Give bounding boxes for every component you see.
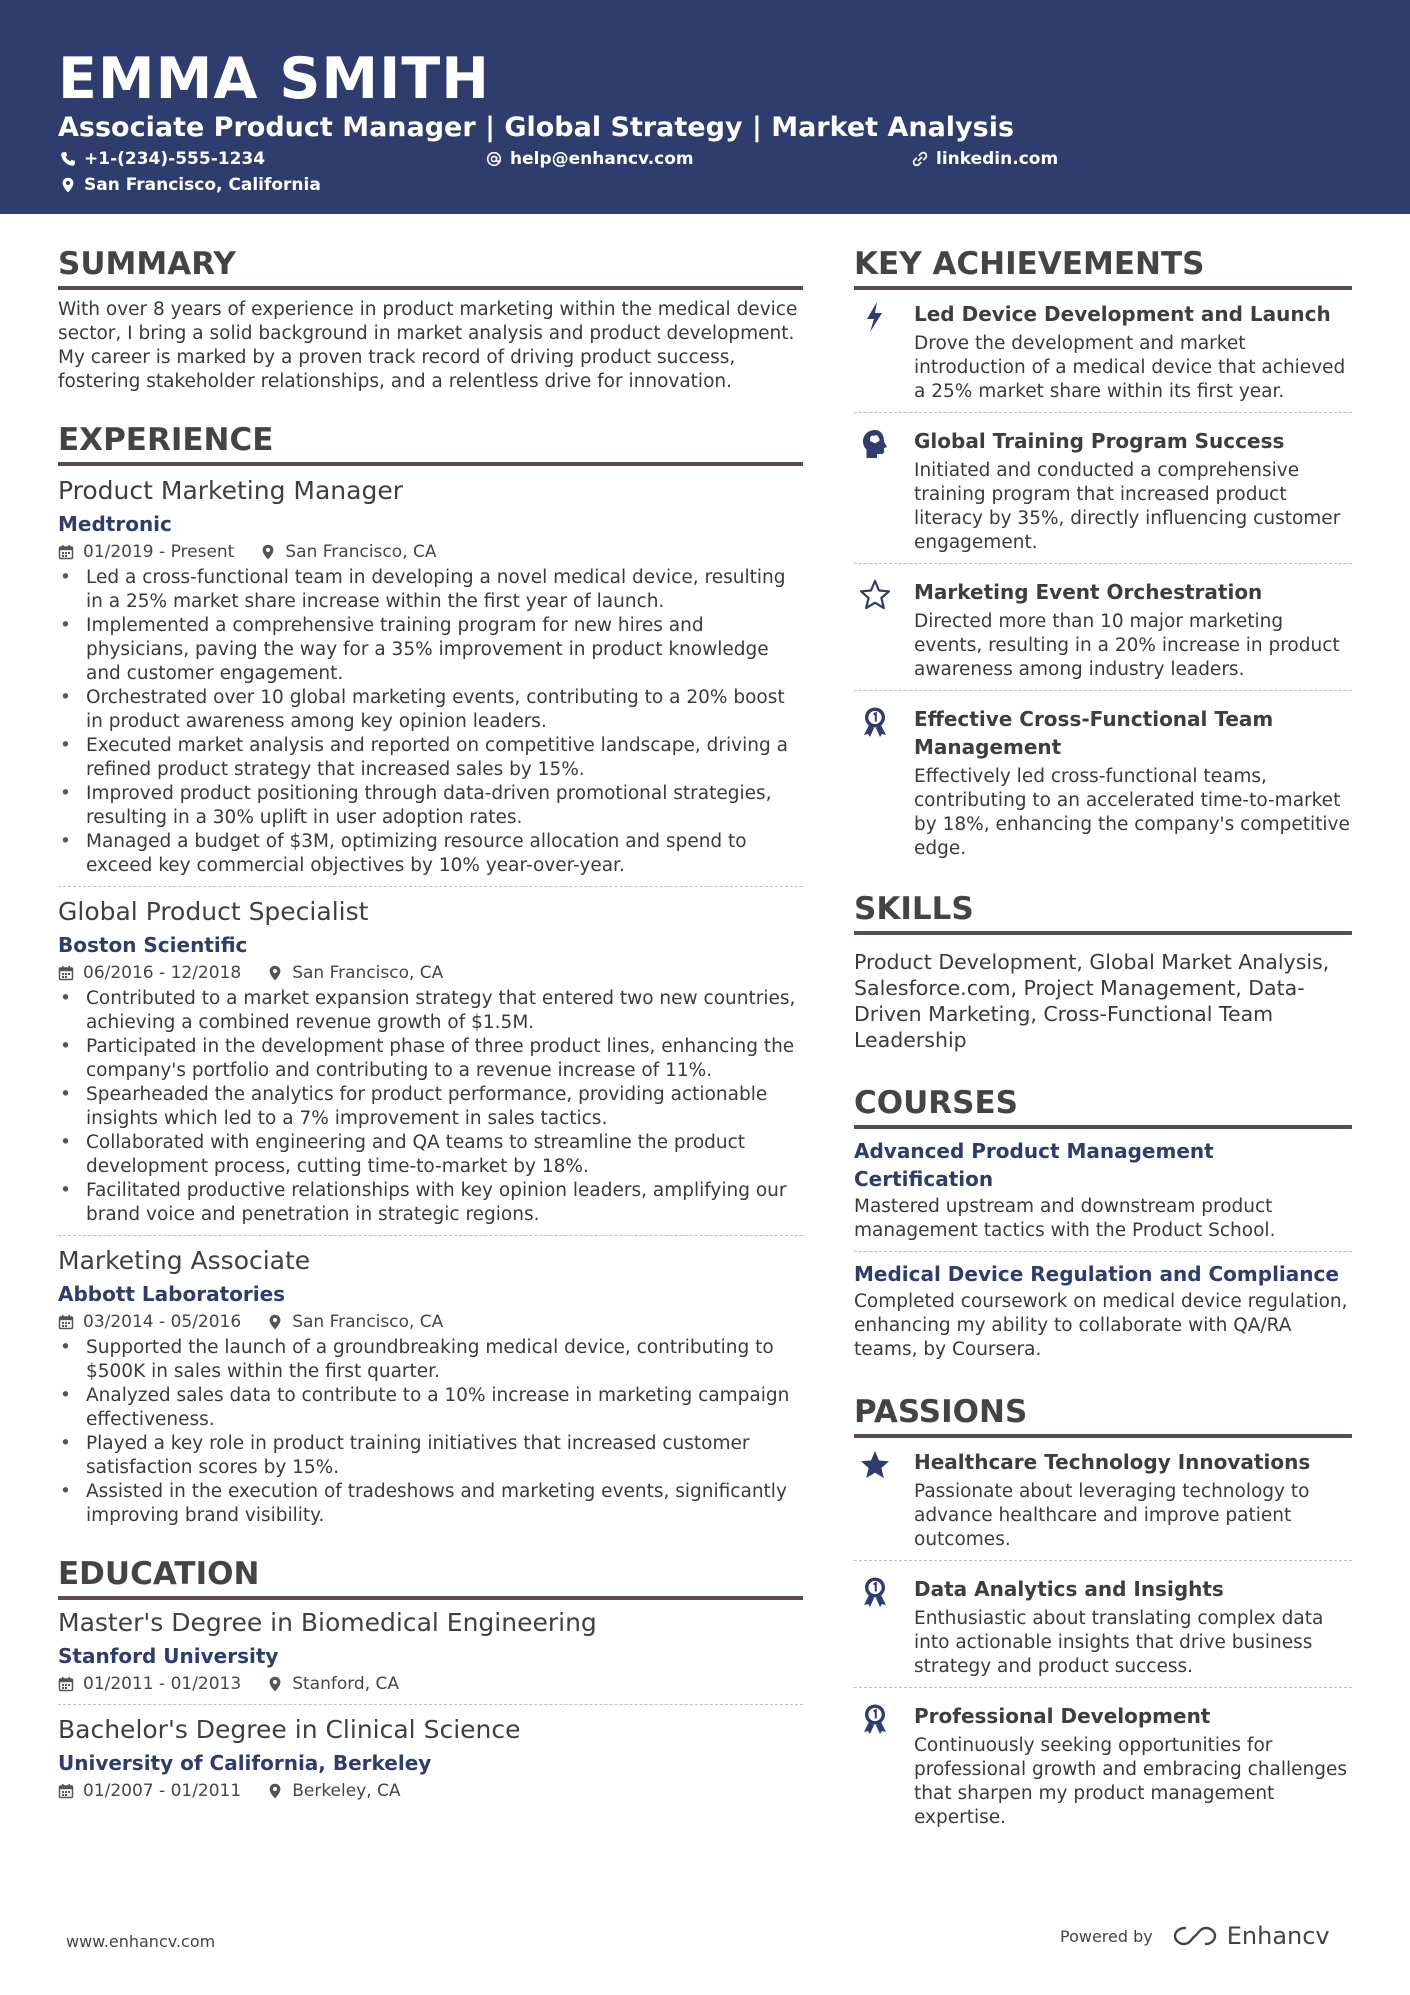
education-title: EDUCATION: [58, 1554, 803, 1600]
job-location: San Francisco, CA: [285, 542, 437, 562]
brand-name: Enhancv: [1226, 1922, 1330, 1950]
degree-title: Master's Degree in Biomedical Engineering: [58, 1608, 597, 1637]
job-bullet: • Played a key role in product training initiatives that increased customer satisfaction scores by 15%.: [58, 1432, 803, 1480]
phone-text: +1-(234)-555-1234: [84, 149, 266, 169]
location-pin-icon: [267, 1314, 283, 1330]
experience-entry: [58, 1244, 803, 1528]
education-dates: 01/2011 - 01/2013: [83, 1674, 242, 1694]
passion-item: [854, 1696, 1352, 1830]
location-pin-icon: [267, 1783, 283, 1799]
job-bullet: • Analyzed sales data to contribute to a 10% increase in marketing campaign effectiveness.: [58, 1384, 803, 1432]
passion-title: Healthcare Technology Innovations: [914, 1450, 1311, 1474]
education-entry: [58, 1713, 803, 1803]
achievement-title: Led Device Development and Launch: [914, 302, 1331, 326]
education-location: Stanford, CA: [292, 1674, 400, 1694]
course-desc: Mastered upstream and downstream product management tactics with the Product School.: [854, 1196, 1276, 1241]
job-bullet: • Improved product positioning through data-driven promotional strategies, resulting in a 30% uplift in user adoption rates.: [58, 782, 803, 830]
course-item: [854, 1137, 1352, 1243]
company-name: Boston Scientific: [58, 933, 248, 957]
divider: [854, 1251, 1352, 1252]
company-name: Medtronic: [58, 512, 172, 536]
school-name: Stanford University: [58, 1644, 279, 1668]
achievement-title: Global Training Program Success: [914, 429, 1285, 453]
candidate-name: EMMA SMITH: [58, 46, 490, 112]
summary-title: SUMMARY: [58, 244, 803, 290]
job-bullet: • Participated in the development phase of three product lines, enhancing the company's portfolio and contributing to a revenue increase of 11%.: [58, 1035, 803, 1083]
link-icon: [912, 151, 928, 167]
linkedin-text: linkedin.com: [936, 149, 1059, 169]
calendar-icon: [58, 1676, 74, 1692]
job-bullet: • Contributed to a market expansion strategy that entered two new countries, achieving a combined revenue growth of $1.5M.: [58, 987, 803, 1035]
passions-title: PASSIONS: [854, 1392, 1352, 1438]
footer-branding[interactable]: [1060, 1922, 1330, 1950]
skills-title: SKILLS: [854, 889, 1352, 935]
passion-item: [854, 1442, 1352, 1552]
enhancv-logo-icon: [1171, 1924, 1219, 1948]
education-meta: [58, 1672, 803, 1696]
experience-title: EXPERIENCE: [58, 420, 803, 466]
passion-desc: Enthusiastic about translating complex data into actionable insights that drive business strategy and product success.: [914, 1608, 1324, 1677]
email-text: help@enhancv.com: [510, 149, 694, 169]
divider: [58, 1704, 803, 1705]
education-location: Berkeley, CA: [292, 1781, 401, 1801]
courses-section: [854, 1083, 1352, 1362]
summary-text: With over 8 years of experience in product marketing within the medical device sector, I bring a solid background in market analysis and product development. My career is marked by a proven track record of driving product success, fostering stakeholder relationships, and a relentless drive for innovation.: [58, 299, 798, 392]
achievement-item: [854, 572, 1352, 682]
courses-title: COURSES: [854, 1083, 1352, 1129]
achievements-title: KEY ACHIEVEMENTS: [854, 244, 1352, 290]
job-location: San Francisco, CA: [292, 1312, 444, 1332]
achievements-section: [854, 244, 1352, 861]
experience-entry: [58, 474, 803, 878]
resume-header: [0, 0, 1410, 214]
divider: [58, 886, 803, 887]
job-dates: 01/2019 - Present: [83, 542, 235, 562]
course-desc: Completed coursework on medical device regulation, enhancing my ability to collaborate with QA/RA teams, by Coursera.: [854, 1291, 1348, 1360]
education-entry: [58, 1606, 803, 1696]
award-ribbon-icon: [858, 1702, 892, 1736]
calendar-icon: [58, 544, 74, 560]
course-title: Medical Device Regulation and Compliance: [854, 1262, 1339, 1286]
job-bullet: • Led a cross-functional team in developing a novel medical device, resulting in a 25% market share increase within the first year of launch.: [58, 566, 803, 614]
job-bullets: [58, 566, 803, 878]
footer-website[interactable]: www.enhancv.com: [66, 1932, 216, 1951]
achievement-title: Effective Cross-Functional Team Management: [914, 707, 1274, 759]
right-column: [854, 244, 1352, 1830]
lightning-icon: [858, 300, 892, 334]
education-meta: [58, 1779, 803, 1803]
achievement-item: [854, 421, 1352, 555]
candidate-tagline: Associate Product Manager | Global Strategy | Market Analysis: [58, 112, 1015, 143]
job-location: San Francisco, CA: [292, 963, 444, 983]
school-name: University of California, Berkeley: [58, 1751, 432, 1775]
summary-section: [58, 244, 803, 394]
education-dates: 01/2007 - 01/2011: [83, 1781, 242, 1801]
divider: [854, 1687, 1352, 1688]
job-bullet: • Managed a budget of $3M, optimizing resource allocation and spend to exceed key commercial objectives by 10% year-over-year.: [58, 830, 803, 878]
achievement-item: [854, 294, 1352, 404]
divider: [58, 1235, 803, 1236]
job-title: Marketing Associate: [58, 1246, 311, 1275]
location-pin-icon: [267, 1676, 283, 1692]
brain-head-icon: [858, 427, 892, 461]
divider: [854, 412, 1352, 413]
passion-title: Data Analytics and Insights: [914, 1577, 1224, 1601]
phone-icon: [60, 151, 76, 167]
location-text: San Francisco, California: [84, 175, 321, 195]
company-name: Abbott Laboratories: [58, 1282, 286, 1306]
job-bullet: • Implemented a comprehensive training program for new hires and physicians, paving the way for a 35% improvement in product knowledge and customer engagement.: [58, 614, 803, 686]
achievement-desc: Effectively led cross-functional teams, contributing to an accelerated time-to-market by 18%, enhancing the company's competitive edge.: [914, 766, 1350, 859]
calendar-icon: [58, 1783, 74, 1799]
powered-by-text: Powered by: [1060, 1926, 1153, 1946]
passion-desc: Passionate about leveraging technology to advance healthcare and improve patient outcomes.: [914, 1481, 1310, 1550]
contact-linkedin[interactable]: [912, 148, 1058, 170]
job-bullet: • Assisted in the execution of tradeshows and marketing events, significantly improving brand visibility.: [58, 1480, 803, 1528]
degree-title: Bachelor's Degree in Clinical Science: [58, 1715, 521, 1744]
award-ribbon-icon: [858, 705, 892, 739]
course-title: Advanced Product Management Certification: [854, 1139, 1214, 1191]
contact-phone[interactable]: [60, 148, 265, 170]
star-filled-icon: [858, 1448, 892, 1482]
location-pin-icon: [260, 544, 276, 560]
achievement-desc: Drove the development and market introduction of a medical device that achieved a 25% market share within its first year.: [914, 333, 1346, 402]
calendar-icon: [58, 965, 74, 981]
skills-section: [854, 889, 1352, 1053]
calendar-icon: [58, 1314, 74, 1330]
location-pin-icon: [267, 965, 283, 981]
divider: [854, 563, 1352, 564]
contact-location: [60, 174, 321, 196]
star-outline-icon: [858, 578, 892, 612]
achievement-title: Marketing Event Orchestration: [914, 580, 1263, 604]
job-bullets: [58, 1336, 803, 1528]
job-bullet: • Collaborated with engineering and QA teams to streamline the product development process, cutting time-to-market by 18%.: [58, 1131, 803, 1179]
divider: [854, 690, 1352, 691]
passion-item: [854, 1569, 1352, 1679]
job-bullet: • Orchestrated over 10 global marketing events, contributing to a 20% boost in product awareness among key opinion leaders.: [58, 686, 803, 734]
job-dates: 06/2016 - 12/2018: [83, 963, 242, 983]
job-meta: [58, 1310, 803, 1334]
job-bullets: [58, 987, 803, 1227]
job-meta: [58, 961, 803, 985]
job-bullet: • Facilitated productive relationships with key opinion leaders, amplifying our brand voice and penetration in strategic regions.: [58, 1179, 803, 1227]
job-bullet: • Spearheaded the analytics for product performance, providing actionable insights which led to a 7% improvement in sales tactics.: [58, 1083, 803, 1131]
award-ribbon-icon: [858, 1575, 892, 1609]
education-section: [58, 1554, 803, 1803]
location-pin-icon: [60, 177, 76, 193]
left-column: [58, 244, 803, 1803]
passions-section: [854, 1392, 1352, 1830]
at-sign-icon: [486, 151, 502, 167]
job-dates: 03/2014 - 05/2016: [83, 1312, 242, 1332]
job-bullet: • Executed market analysis and reported on competitive landscape, driving a refined product strategy that increased sales by 15%.: [58, 734, 803, 782]
course-item: [854, 1260, 1352, 1362]
experience-entry: [58, 895, 803, 1227]
job-meta: [58, 540, 803, 564]
job-title: Product Marketing Manager: [58, 476, 403, 505]
passion-desc: Continuously seeking opportunities for professional growth and embracing challenges that sharpen my product management expertise.: [914, 1735, 1348, 1828]
job-title: Global Product Specialist: [58, 897, 369, 926]
achievement-desc: Initiated and conducted a comprehensive training program that increased product literacy by 35%, directly influencing customer engagement.: [914, 460, 1341, 553]
divider: [854, 1560, 1352, 1561]
job-bullet: • Supported the launch of a groundbreaking medical device, contributing to $500K in sales within the first quarter.: [58, 1336, 803, 1384]
achievement-desc: Directed more than 10 major marketing events, resulting in a 20% increase in product awareness among industry leaders.: [914, 611, 1340, 680]
achievement-item: [854, 699, 1352, 861]
brand-logo: [1171, 1922, 1330, 1950]
skills-list: Product Development, Global Market Analysis, Salesforce.com, Project Management, Data-Driven Marketing, Cross-Functional Team Leadership: [854, 950, 1330, 1052]
contact-email[interactable]: [486, 148, 694, 170]
passion-title: Professional Development: [914, 1704, 1211, 1728]
experience-section: [58, 420, 803, 1528]
